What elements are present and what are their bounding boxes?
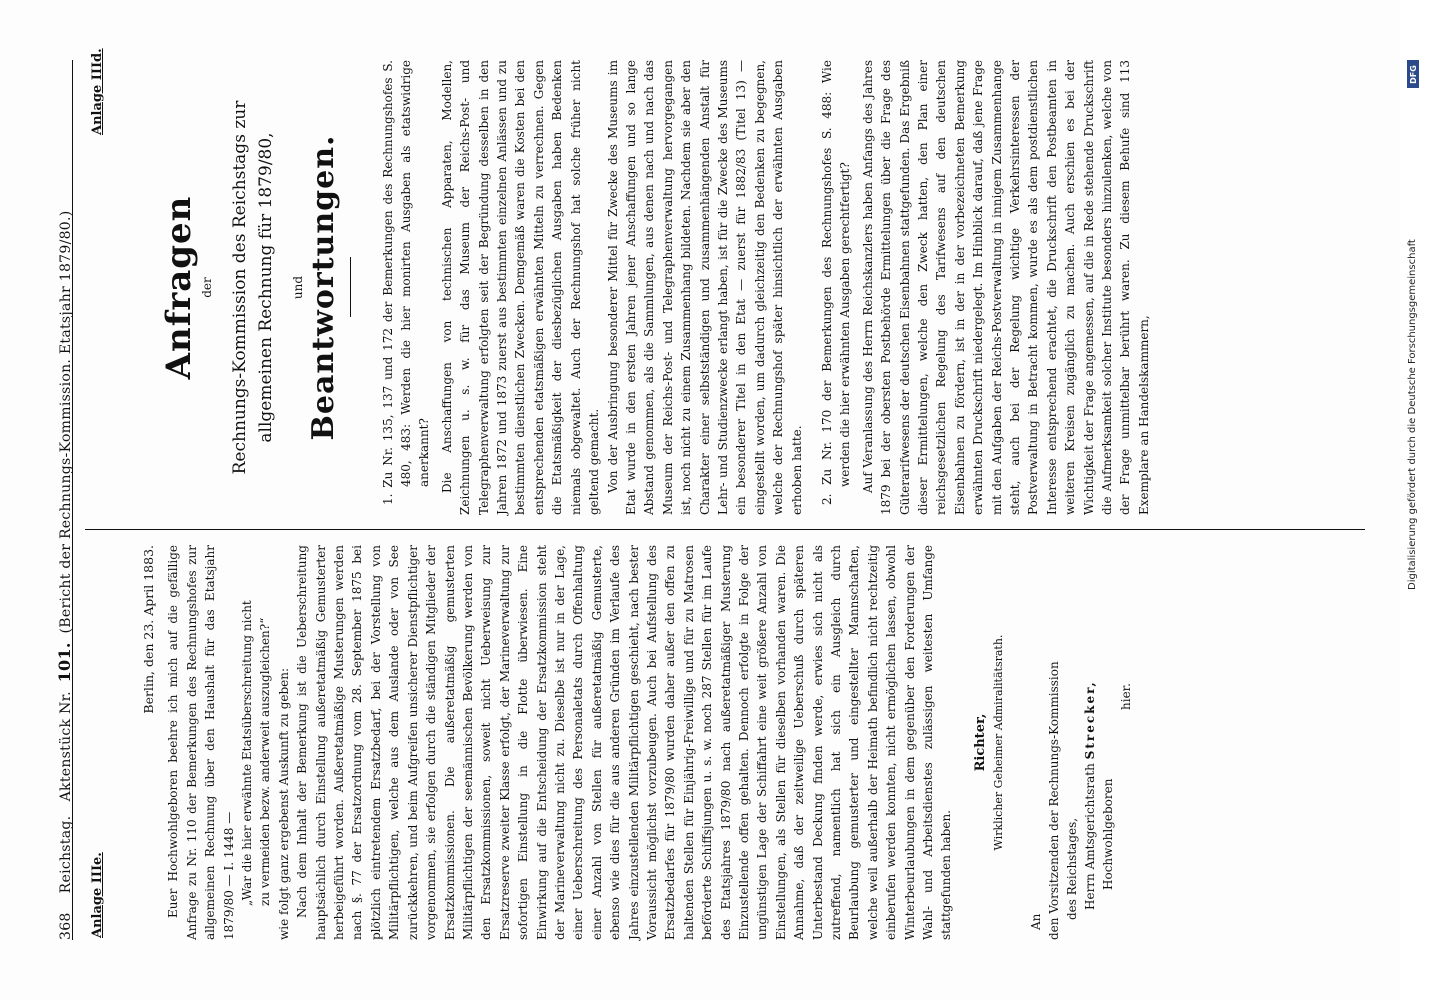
annex-left-label: Anlage IIIe. (90, 852, 105, 938)
question-1: 1. Zu Nr. 135, 137 und 172 der Bemerkungen des Rechnungshofes S. 480, 483: Werden die hier monirten Ausgaben als etatswidrige anerkannt? (380, 60, 432, 505)
header-rule (72, 60, 73, 940)
page-number: 368 (58, 912, 74, 940)
address-hier: hier. (1118, 683, 1133, 710)
signature-name: Richter, (972, 713, 988, 772)
address-line-4: Hochwohlgeboren (1100, 778, 1115, 890)
title-anfragen: Anfragen (159, 195, 199, 380)
letter-quote-line-2: zu vermeiden bezw. anderweit auszugleichen?“ (258, 617, 273, 906)
right-column (130, 60, 1153, 515)
left-column (130, 545, 1135, 940)
answer-2: Auf Veranlassung des Herrn Reichskanzlers haben Anfangs des Jahres 1879 bei der obersten Postbehörde Ermittelungen über die Frage des Güterarifwesens der deutschen Eisenbahnen stattgefunden. Das Ergebniß dieser Ermittelungen, welche den Zweck hatten, den Plan einer reichsgesetzlichen Regelung des Tarifwesens auf den deutschen Eisenbahnen zu fördern, ist in der in der vorbezeichneten Bemerkung erwähnten Druckschrift niedergelegt. Im Hinblick darauf, daß jene Frage mit den Aufgaben der Reichs-Postverwaltung in innigem Zusammenhange steht, auch bei der Regelung wichtige Verkehrsinteressen der Postverwaltung in Betracht kommen, wurde es als dem postdienstlichen Interesse entsprechend erachtet, die Druckschrift den Postbeamten in weiteren Kreisen zugänglich zu machen. Auch erschien es bei der Wichtigkeit der Frage angemessen, auf die in Rede stehende Druckschrift die Aufmerksamkeit solcher Institute besonders hinzulenken, welche von der Frage unmittelbar berührt waren. Zu diesem Behufe sind 113 Exemplare an Handelskammern, (860, 60, 1151, 515)
signature-title: Wirklicher Geheimer Admiralitätsrath. (992, 634, 1006, 851)
answer-1-para-2: Von der Ausbringung besonderer Mittel für Zwecke des Museums im Etat wurde in den ersten Jahren jener Anschaffungen und so lange Abstand genommen, als die Sammlungen, aus denen nach und nach das Museum der Reichs-Post- und Telegraphenverwaltung hervorgegangen ist, noch nicht zu einem Zusammenhang bildeten. Nachdem sie aber den Charakter einer selbstständigen und zusammenhängenden Anstalt für Lehr- und Studienzwecke erlangt haben, ist für die Zwecke des Museums ein besonderer Titel in den Etat — zuerst für 1882/83 (Titel 13) — eingestellt worden, um dadurch gleichzeitig den Bedenken zu begegnen, welche der Rechnungshof später hinsichtlich der erwähnten Ausgaben erhoben hatte. (605, 60, 804, 515)
question-2: 2. Zu Nr. 170 der Bemerkungen des Rechnungshofes S. 488: Wie werden die hier erwähnten Ausgaben gerechtfertigt? (819, 60, 853, 505)
document-number: 101. (55, 642, 74, 683)
dateline: Berlin, den 23. April 1883. (141, 545, 156, 714)
title-rule (350, 258, 351, 318)
address-an: An (1028, 913, 1043, 930)
letter-body: Nach dem Inhalt der Bemerkung ist die Ueberschreitung hauptsächlich durch Einstellung außeretatmäßig Gemusterter herbeigeführt worden. Außeretatmäßige Musterungen werden nach §. 77 der Ersatzordnung vom 28. September 1875 bei plötzlich eintretendem Ersatzbedarf, bei der Vorstellung von Militärpflichtigen, welche aus dem Auslande oder von See zurückkehren, und beim Aufgreifen unsicherer Dienstpflichtiger vorgenommen, sie erfolgen durch die ständigen Mitglieder der Ersatzkommissionen. Die außeretatmäßig gemusterten Militärpflichtigen der seemännischen Bevölkerung werden von den Ersatzkommissionen, soweit nicht Ueberweisung zur Ersatzreserve zweiter Klasse erfolgt, der Marineverwaltung zur sofortigen Einstellung in die Flotte überwiesen. Eine Einwirkung auf die Entscheidung der Ersatzkommission steht der Marineverwaltung nicht zu. Dieselbe ist nur in der Lage, einer Ueberschreitung des Personaletats durch Offenhaltung einer Anzahl von Stellen für außeretatmäßig Gemusterte, ebenso wie dies für die aus anderen Gründen im Verlaufe des Jahres einzustellenden Militärpflichtigen geschieht, nach bester Voraussicht möglichst vorzubeugen. Auch bei Aufstellung des Ersatzbedarfes für 1879/80 wurden daher außer den offen zu haltenden Stellen für Einjährig-Freiwillige und für zu Matrosen beförderte Schiffsjungen u. s. w. noch 287 Stellen für im Laufe des Etatsjahres 1879/80 nach außeretatmäßiger Musterung Einzustellende offen gehalten. Dennoch erfolgte in Folge der ungünstigen Lage der Schiffahrt eine weit größere Anzahl von Einstellungen, als Stellen für dieselben vorhanden waren. Die Annahme, daß der zeitweilige Ueberschuß durch späteren Unterbestand Deckung finden werde, erwies sich nicht als zutreffend, namentlich hat sich ein Ausgleich durch Beurlaubung gemusterter und eingestellter Mannschaften, welche weil außerhalb der Heimath befindlich nicht rechtzeitig einberufen werden konnten, nicht ermöglichen lassen, obwohl Winterbeurlaubungen in dem gegenüber den Forderungen der Wahl- und Arbeitsdienstes zulässigen weitesten Umfange stattgefunden haben. (295, 545, 954, 940)
answer-1-para-1: Die Anschaffungen von technischen Apparaten, Modellen, Zeichnungen u. s. w. für das Museum der Reichs-Post- und Telegraphenverwaltung erfolgten seit der Begründung desselben in den Jahren 1872 und 1873 zuerst aus bestimmten einzelnen Anlässen und zu bestimmten dienstlichen Zwecken. Demgemäß waren die Kosten bei den entsprechenden etatsmäßigen erwähnten Mitteln zu verrechnen. Gegen die Etatsmäßigkeit der diesbezüglichen Ausgaben haben Bedenken niemals obgewaltet. Auch der Rechnungshof hat solche früher nicht geltend gemacht. (439, 60, 602, 515)
letter-quote-line-1: „War die hier erwähnte Etatsüberschreitung nicht (240, 600, 255, 906)
header-aktenstueck: Aktenstück Nr. (58, 691, 74, 802)
title-und: und (290, 275, 305, 300)
header-report: (Bericht der Rechnungs-Kommission. Etatsjahr 1879/80.) (58, 210, 74, 634)
letter-after-quote: wie folgt ganz ergebenst Auskunft zu geben: (276, 667, 291, 940)
addressee-block (1027, 545, 1135, 940)
digitization-credit (1396, 0, 1430, 1000)
digitization-credit-text: Digitalisierung gefördert durch die Deutsche Forschungsgemeinschaft (1407, 239, 1418, 590)
address-name: Strecker, (1082, 680, 1097, 760)
annex-right-label: Anlage IIId. (90, 48, 105, 135)
dfg-logo-text: DFG (1408, 64, 1418, 84)
header-reichstag: Reichstag. (58, 815, 74, 894)
title-der: der (200, 277, 215, 298)
address-title: Herrn Amtsgerichtsrath (1082, 763, 1097, 910)
dfg-logo (1407, 60, 1419, 88)
title-commission: Rechnungs-Kommission des Reichstags zur allgemeinen Rechnung für 1879/80, (229, 100, 276, 475)
address-line-3 (1081, 545, 1099, 940)
column-divider (85, 529, 1365, 530)
address-line-1: den Vorsitzenden der Rechnungs-Kommission (1046, 661, 1061, 940)
title-beantwortungen: Beantwortungen. (306, 134, 342, 441)
letter-intro: Euer Hochwohlgeboren beehre ich mich auf die gefällige Anfrage zu Nr. 110 der Bemerkungen des Rechnungshofes zur allgemeinen Rechnung über den Haushalt für das Etatsjahr 1879/80 — I. 1448 — (166, 545, 236, 940)
address-line-2: des Reichstages, (1064, 817, 1079, 920)
